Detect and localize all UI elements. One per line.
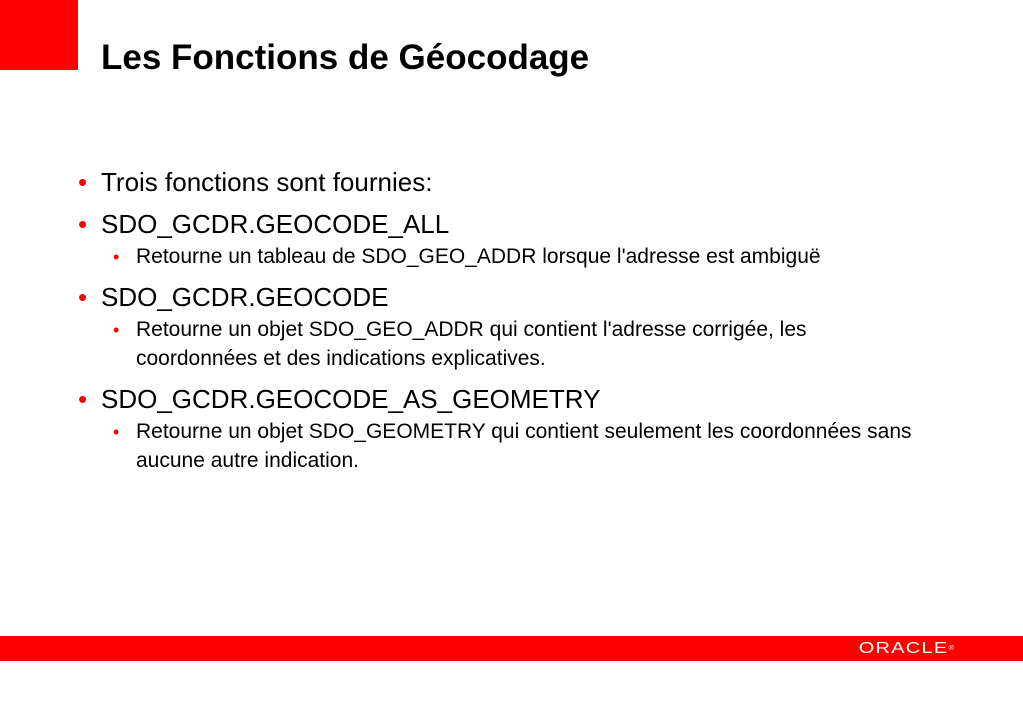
bullet-dot-icon: • (113, 422, 120, 442)
footer-bar (0, 636, 1023, 661)
registered-mark-icon: ® (948, 646, 955, 652)
bullet-dot-icon: • (78, 167, 88, 197)
slide-content (74, 166, 914, 485)
sub-bullet-text: Retourne un objet SDO_GEOMETRY qui contient seulement les coordonnées sans aucune autre indication. (136, 420, 912, 472)
bullet-dot-icon: • (78, 282, 88, 312)
bullet-item (74, 166, 914, 198)
bullet-text: Trois fonctions sont fournies: (101, 167, 433, 197)
bullet-text: SDO_GCDR.GEOCODE (101, 282, 389, 312)
oracle-logo (858, 641, 955, 657)
sub-bullet-text: Retourne un objet SDO_GEO_ADDR qui contient l'adresse corrigée, les coordonnées et des indications explicatives. (136, 318, 807, 370)
slide-title: Les Fonctions de Géocodage (101, 38, 590, 77)
corner-accent-block (0, 0, 78, 70)
bullet-item (74, 208, 914, 240)
sub-bullet-item (109, 315, 914, 373)
bullet-text: SDO_GCDR.GEOCODE_AS_GEOMETRY (101, 384, 601, 414)
bullet-text: SDO_GCDR.GEOCODE_ALL (101, 209, 450, 239)
oracle-logo-text: ORACLE (858, 640, 949, 657)
bullet-dot-icon: • (113, 247, 120, 267)
sub-bullet-item (109, 242, 914, 271)
bullet-item (74, 281, 914, 313)
bullet-dot-icon: • (78, 384, 88, 414)
sub-bullet-text: Retourne un tableau de SDO_GEO_ADDR lorsque l'adresse est ambiguë (136, 245, 821, 268)
bullet-dot-icon: • (78, 209, 88, 239)
sub-bullet-item (109, 417, 914, 475)
bullet-dot-icon: • (113, 320, 120, 340)
bullet-item (74, 383, 914, 415)
